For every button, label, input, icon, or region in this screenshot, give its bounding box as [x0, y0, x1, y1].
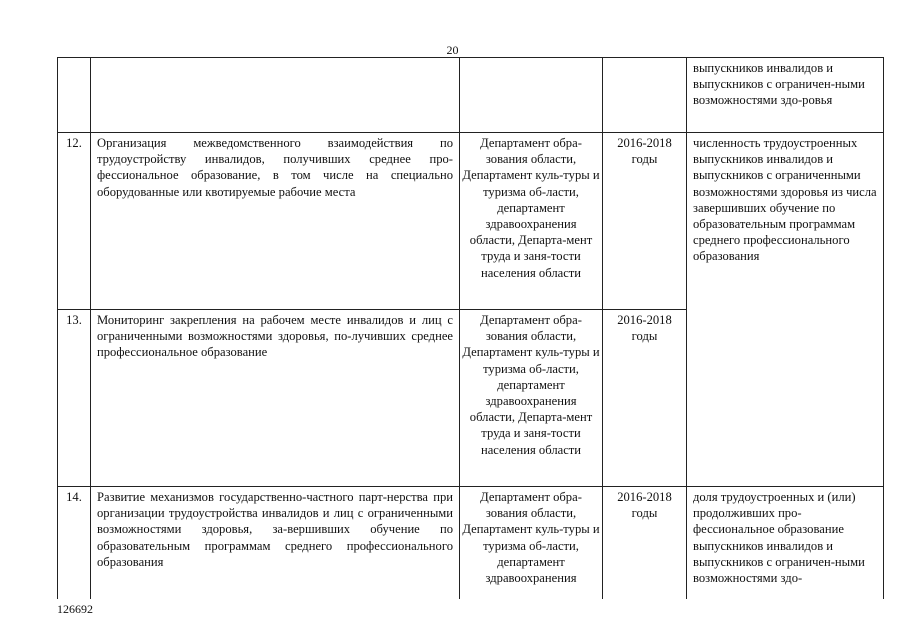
cell-num: 14. [58, 487, 91, 600]
cell-term: 2016-2018 годы [603, 310, 687, 487]
cell-term [603, 58, 687, 133]
cell-num [58, 58, 91, 133]
cell-term: 2016-2018 годы [603, 487, 687, 600]
footer-code: 126692 [57, 602, 93, 616]
cell-indicator [687, 310, 884, 487]
cell-executors: Департамент обра-зования области, Департамент куль-туры и туризма об-ласти, департамент здравоохранения области, Департа-мент труда и заня-тости населения области [460, 310, 603, 487]
cell-action [91, 58, 460, 133]
cell-executors: Департамент обра-зования области, Департамент куль-туры и туризма об-ласти, департамент здравоохранения [460, 487, 603, 600]
cell-num: 13. [58, 310, 91, 487]
cell-action: Организация межведомственного взаимодействия по трудоустройству инвалидов, получивших среднее про-фессиональное образование, в том числе на специально оборудованные или квотируемые рабочие места [91, 133, 460, 310]
table-row [58, 310, 884, 487]
cell-indicator: выпускников инвалидов и выпускников с ограничен-ными возможностями здо-ровья [687, 58, 884, 133]
table-row [58, 487, 884, 600]
cell-indicator: численность трудоустроенных выпускников инвалидов и выпускников с ограниченными возможностями здоровья из числа завершивших обучение по образовательным программам среднего профессионального образования [687, 133, 884, 310]
cell-executors: Департамент обра-зования области, Департамент куль-туры и туризма об-ласти, департамент здравоохранения области, Департа-мент труда и заня-тости населения области [460, 133, 603, 310]
cell-num: 12. [58, 133, 91, 310]
cell-action: Мониторинг закрепления на рабочем месте инвалидов и лиц с ограниченными возможностями здоровья, по-лучивших среднее профессиональное образование [91, 310, 460, 487]
cell-action: Развитие механизмов государственно-частного парт-нерства при организации трудоустройства инвалидов и лиц с ограниченными возможностями здоровья, за-вершивших обучение по образовательным программам среднего профессионального образования [91, 487, 460, 600]
cell-term: 2016-2018 годы [603, 133, 687, 310]
plan-table [57, 57, 884, 599]
table-row [58, 133, 884, 310]
table-row-continuation [58, 58, 884, 133]
page-number: 20 [446, 43, 459, 57]
cell-indicator: доля трудоустроенных и (или) продолживших про-фессиональное образование выпускников инвалидов и выпускников с ограничен-ными возможностями здо- [687, 487, 884, 600]
cell-executors [460, 58, 603, 133]
